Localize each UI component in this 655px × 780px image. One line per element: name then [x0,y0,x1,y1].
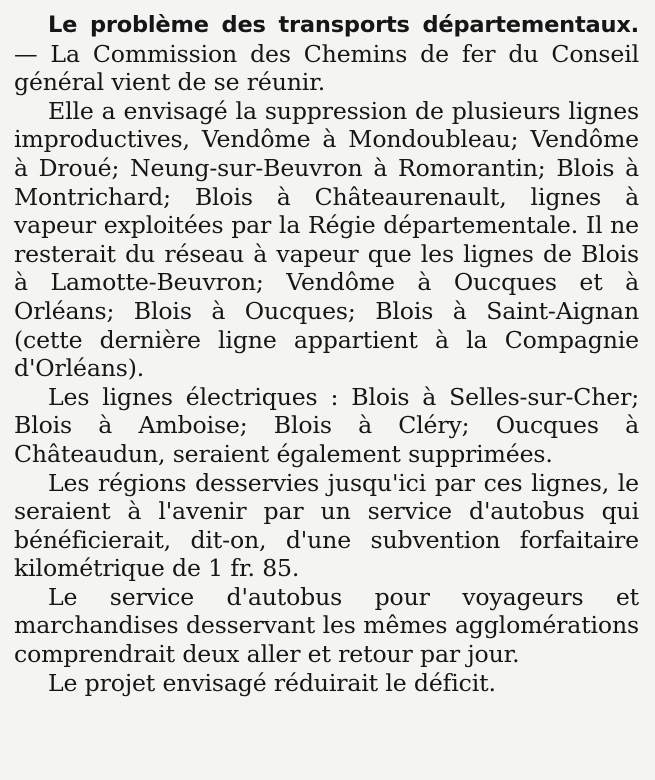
article [14,10,639,697]
article-lead-text: — La Commission des Chemins de fer du Conseil général vient de se réunir. [14,39,639,97]
article-headline: Le problème des transports départementaux. [48,12,639,38]
article-paragraph: Le projet envisagé réduirait le déficit. [48,668,496,697]
article-paragraph: Les régions desservies jusqu'ici par ces lignes, le seraient à l'avenir par un service d'autobus qui bénéficierait, dit-on, d'une subvention forfaitaire kilométrique de 1 fr. 85. [14,468,639,583]
article-paragraph: Elle a envisagé la suppression de plusieurs lignes improductives, Vendôme à Mondoubleau; Vendôme à Droué; Neung-sur-Beuvron à Romorantin; Blois à Montrichard; Blois à Châteaurenault, lignes à vapeur exploitées par la Régie départementale. Il ne resterait du réseau à vapeur que les lignes de Blois à Lamotte-Beuvron; Vendôme à Oucques et à Orléans; Blois à Oucques; Blois à Saint-Aignan (cette dernière ligne appartient à la Compagnie d'Orléans). [14,96,639,383]
article-lead-paragraph [14,10,639,97]
article-paragraph: Les lignes électriques : Blois à Selles-sur-Cher; Blois à Amboise; Blois à Cléry; Oucques à Châteaudun, seraient également supprimées. [14,382,639,468]
article-paragraph: Le service d'autobus pour voyageurs et marchandises desservant les mêmes agglomérations comprendrait deux aller et retour par jour. [14,582,639,669]
